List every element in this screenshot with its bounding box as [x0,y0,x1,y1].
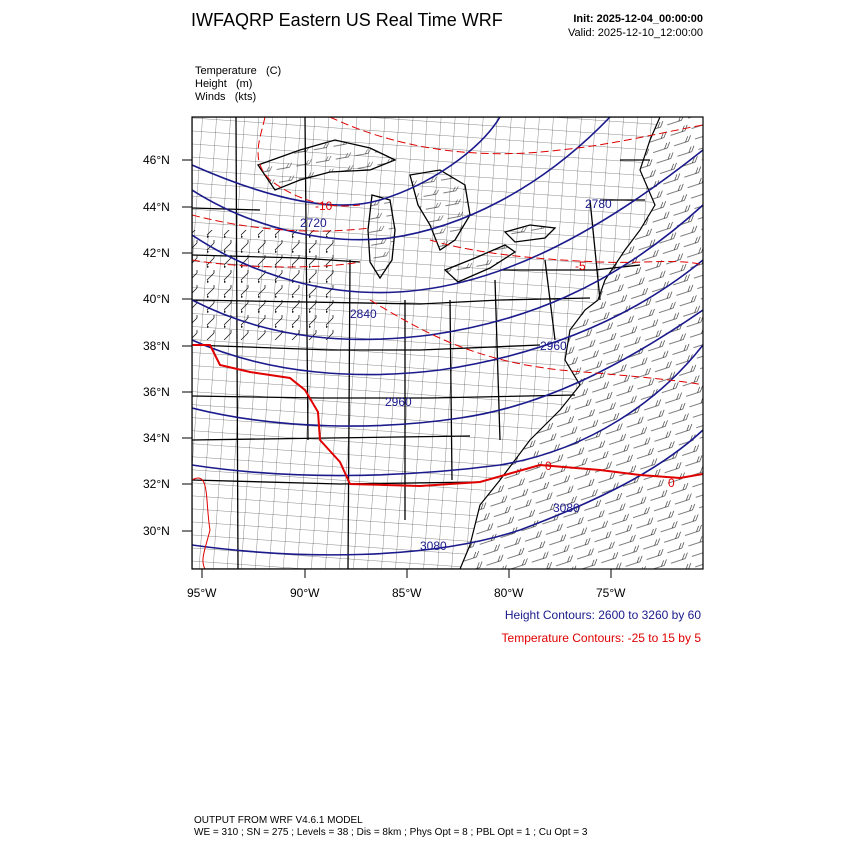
temp-label: -10 [315,199,333,213]
lat-label: 32°N [143,477,170,491]
variable-temperature: Temperature (C) [195,65,282,77]
lon-axis [187,569,626,600]
height-label: 2960 [385,395,412,409]
height-label: 3080 [553,501,580,515]
lon-label: 85°W [392,586,422,600]
lon-label: 95°W [187,586,217,600]
temperature-contours-note: Temperature Contours: -25 to 15 by 5 [501,631,701,645]
lon-label: 75°W [596,586,626,600]
variable-height: Height (m) [195,78,253,90]
variable-winds: Winds (kts) [195,91,257,103]
valid-time: Valid: 2025-12-10_12:00:00 [568,27,703,39]
height-label: 3080 [420,539,447,553]
lat-label: 42°N [143,246,170,260]
wind-barbs-northwest [192,230,342,340]
height-contours-note: Height Contours: 2600 to 3260 by 60 [504,608,701,622]
init-time: Init: 2025-12-04_00:00:00 [573,13,703,25]
lat-label: 30°N [143,524,170,538]
footer-line-1: OUTPUT FROM WRF V4.6.1 MODEL [194,815,363,826]
height-label: 2960 [540,339,567,353]
temp-label: -5 [575,259,586,273]
lat-axis [143,153,192,538]
lon-label: 80°W [494,586,524,600]
lat-label: 46°N [143,153,170,167]
lon-label: 90°W [290,586,320,600]
lat-label: 34°N [143,431,170,445]
model-footer [194,815,587,839]
chart-title: IWFAQRP Eastern US Real Time WRF [191,10,503,30]
temp-label: 0 [545,459,552,473]
height-label: 2780 [585,197,612,211]
lat-label: 40°N [143,292,170,306]
lat-label: 38°N [143,339,170,353]
height-label: 2840 [350,307,377,321]
lat-label: 36°N [143,385,170,399]
lat-label: 44°N [143,200,170,214]
temp-label: 0 [668,476,675,490]
footer-line-2: WE = 310 ; SN = 275 ; Levels = 38 ; Dis = 8km ; Phys Opt = 8 ; PBL Opt = 1 ; Cu Opt = 3 [194,827,588,838]
height-label: 2720 [300,216,327,230]
